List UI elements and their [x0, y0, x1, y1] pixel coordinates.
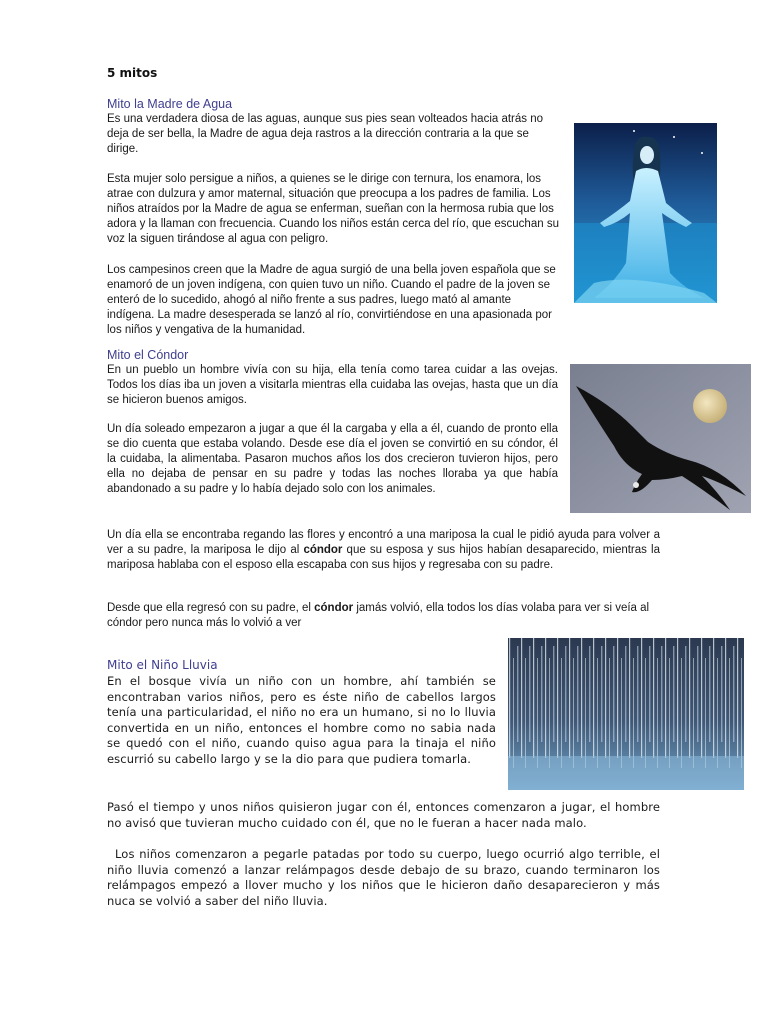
condor-image — [570, 364, 751, 513]
heading-nino-lluvia: Mito el Niño Lluvia — [107, 658, 218, 672]
nino-lluvia-paragraph-2: Pasó el tiempo y unos niños quisieron jugar con él, entonces comenzaron a jugar, el hombre no avisó que tuvieran mucho cuidado con él, que no le fueran a hacer nada malo. — [107, 800, 660, 830]
document-title: 5 mitos — [107, 66, 158, 80]
heading-madre-agua: Mito la Madre de Agua — [107, 97, 233, 111]
condor-paragraph-3-start: Un día ella se encontraba regando las flores y encontró a una mariposa la cual le pidió ayuda para volver a ver a su padre, la mariposa le dijo al — [107, 529, 660, 556]
madre-agua-image — [574, 123, 717, 303]
condor-paragraph-3-end: que su esposa y sus hijos habían desaparecido, mientras la mariposa hablaba con el esposo ella escapaba con sus hijos y regresaba con su padre. — [107, 544, 660, 571]
nino-lluvia-paragraph-3: Los niños comenzaron a pegarle patadas por todo su cuerpo, luego ocurrió algo terrible, el niño lluvia comenzó a lanzar relámpagos desde debajo de su brazo, cuando terminaron los relámpagos empezó a llover mucho y los niños que le hicieron daño desaparecieron y más nuca se volvió a saber del niño lluvia. — [107, 847, 660, 908]
madre-agua-paragraph-2: Esta mujer solo persigue a niños, a quienes se le dirige con ternura, los enamora, los atrae con dulzura y amor maternal, situación que preocupa a los padres de familia. Los niños atraídos por la Madre de agua se enferman, sueñan con la hermosa rubia que los adora y la llaman con frecuencia. Cuando los niños están cerca del río, que escuchan su voz la siguen tirándose al agua con peligro. — [107, 173, 559, 245]
condor-paragraph-4-bold: cóndor — [314, 602, 354, 614]
condor-paragraph-3 — [107, 528, 660, 573]
condor-paragraph-4 — [107, 601, 663, 631]
condor-paragraph-4-end: jamás volvió, ella todos los días volaba para ver si veía al cóndor pero nunca más lo volvió a ver — [107, 602, 650, 629]
condor-paragraph-2: Un día soleado empezaron a jugar a que él la cargaba y ella a él, cuando de pronto ella se dio cuenta que estaba volando. Desde ese día el joven se convirtió en su cóndor, él la cuidaba, la alimentaba. Pasaron muchos años los dos crecieron tuvieron hijos, pero ella no dejaba de pensar en su padre y todas las noches lloraba ya que había abandonado a su padre y lo había dejado solo con los animales. — [107, 423, 558, 495]
condor-paragraph-4-start: Desde que ella regresó con su padre, el — [107, 602, 315, 614]
madre-agua-paragraph-3a — [107, 263, 557, 338]
rain-image — [508, 638, 744, 790]
madre-agua-paragraph-3: Los campesinos creen que la Madre de agua surgió de una bella joven española que se enamoró de un joven indígena, con quien tuvo un niño. Cuando el padre de la joven se enteró de lo sucedido, ahogó al niño frente a sus padres, luego mató al amante indígena. La madre desesperada se lanzó al río, convirtiéndose en una apasionada por los niños y vengativa de la humanidad. — [107, 264, 556, 336]
heading-condor: Mito el Cóndor — [107, 348, 189, 362]
nino-lluvia-paragraph-1: En el bosque vivía un niño con un hombre, ahí también se encontraban varios niños, pero es éste niño de cabellos largos tenía una particularidad, el niño no era un humano, si no lo lluvia convertida en un niño, entonces el hombre como no sabia nada se quedó con el niño, cuando quiso agua para la tinaja el niño escurrió su cabello largo y se la dio para que pudiera tomarla. — [107, 674, 496, 766]
madre-agua-paragraph-1: Es una verdadera diosa de las aguas, aunque sus pies sean volteados hacia atrás no deja de ser bella, la Madre de agua deja rastros a la dirección contraria a la que se dirige. — [107, 113, 544, 155]
condor-paragraph-1: En un pueblo un hombre vivía con su hija, ella tenía como tarea cuidar a las ovejas. Todos los días iba un joven a visitarla mientras ella cuidaba las ovejas, hasta que un día se hicieron buenos amigos. — [107, 364, 558, 406]
condor-paragraph-3-bold: cóndor — [303, 544, 343, 556]
